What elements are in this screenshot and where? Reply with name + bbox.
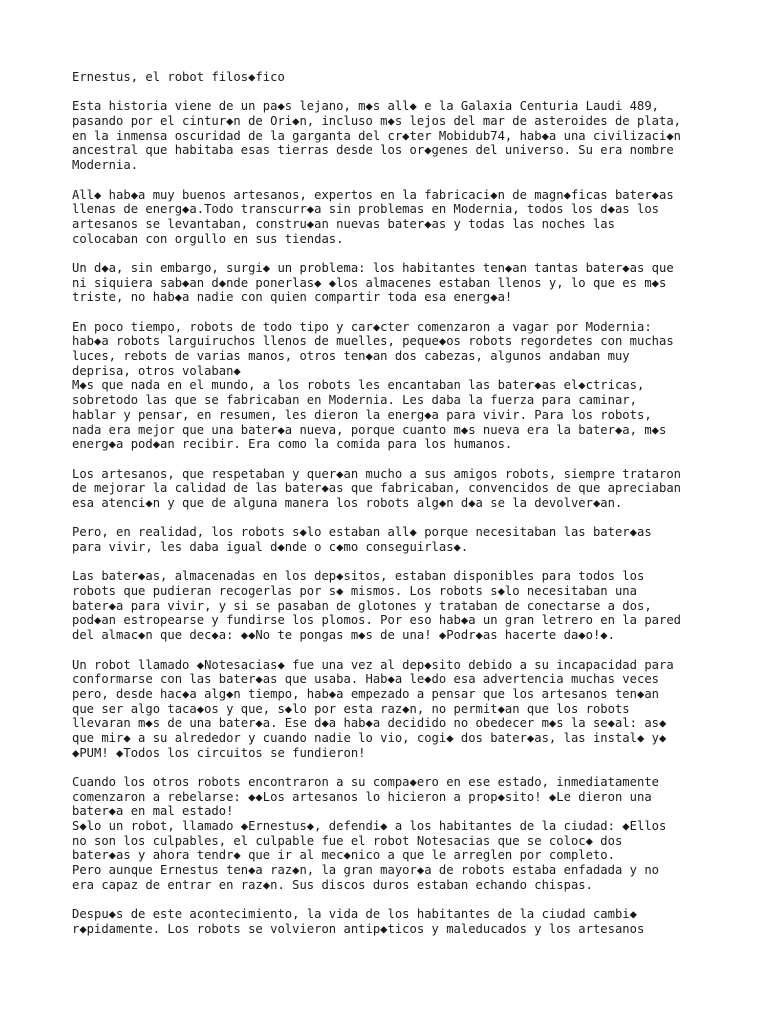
text-line: del almac◆n que dec◆a: ◆◆No te pongas m◆s de una! ◆Podr◆as hacerte da◆o!◆. — [72, 628, 615, 643]
text-line: para vivir, les daba igual d◆nde o c◆mo conseguirlas◆. — [72, 540, 469, 555]
paragraph — [72, 320, 752, 452]
text-line: no son los culpables, el culpable fue el robot Notesacias que se coloc◆ dos — [72, 833, 623, 848]
text-line: pero, desde hac◆a alg◆n tiempo, hab◆a empezado a pensar que los artesanos ten◆an — [72, 686, 659, 701]
paragraph — [72, 467, 752, 511]
text-line: esa atenci◆n y que de alguna manera los robots alg◆n d◆a se la devolver◆an. — [72, 495, 623, 510]
text-line: comenzaron a rebelarse: ◆◆Los artesanos lo hicieron a prop◆sito! ◆Le dieron una — [72, 789, 652, 804]
document-page — [72, 70, 752, 951]
text-line: Pero aunque Ernestus ten◆a raz◆n, la gran mayor◆a de robots estaba enfadada y no — [72, 863, 659, 878]
text-line: pasando por el cintur◆n de Ori◆n, incluso m◆s lejos del mar de asteroides de plata, — [72, 114, 682, 129]
text-line: M◆s que nada en el mundo, a los robots les encantaban las bater◆as el◆ctricas, — [72, 378, 645, 393]
text-line: Un robot llamado ◆Notesacias◆ fue una vez al dep◆sito debido a su incapacidad para — [72, 657, 674, 672]
text-line: Modernia. — [72, 158, 139, 173]
paragraph — [72, 99, 752, 172]
text-line: conformarse con las bater◆as que usaba. Hab◆a le◆do esa advertencia muchas veces — [72, 672, 659, 687]
paragraph — [72, 907, 752, 936]
text-line: Las bater◆as, almacenadas en los dep◆sitos, estaban disponibles para todos los — [72, 569, 645, 584]
text-line: Los artesanos, que respetaban y quer◆an mucho a sus amigos robots, siempre trataron — [72, 466, 682, 481]
text-line: r◆pidamente. Los robots se volvieron antip◆ticos y maleducados y los artesanos — [72, 921, 645, 936]
text-line: deprisa, otros volaban◆ — [72, 363, 241, 378]
text-line: era capaz de entrar en raz◆n. Sus discos duros estaban echando chispas. — [72, 877, 593, 892]
text-line: nada era mejor que una bater◆a nueva, porque cuanto m◆s nueva era la bater◆a, m◆s — [72, 422, 667, 437]
text-line: energ◆a pod◆an recibir. Era como la comida para los humanos. — [72, 437, 513, 452]
paragraph — [72, 658, 752, 761]
text-line: robots que pudieran recogerlas por s◆ mismos. Los robots s◆lo necesitaban una — [72, 584, 637, 599]
text-line: colocaban con orgullo en sus tiendas. — [72, 231, 344, 246]
text-line: Despu◆s de este acontecimiento, la vida de los habitantes de la ciudad cambi◆ — [72, 907, 637, 922]
text-line: Cuando los otros robots encontraron a su compa◆ero en ese estado, inmediatamente — [72, 775, 659, 790]
text-line: All◆ hab◆a muy buenos artesanos, expertos en la fabricaci◆n de magn◆ficas bater◆as — [72, 187, 674, 202]
text-line: llevaran m◆s de una bater◆a. Ese d◆a hab◆a decidido no obedecer m◆s la se◆al: as◆ — [72, 716, 667, 731]
text-line: bater◆as y ahora tendr◆ que ir al mec◆nico a que le arreglen por completo. — [72, 848, 615, 863]
text-line: luces, rebots de varias manos, otros ten◆an dos cabezas, algunos andaban muy — [72, 349, 630, 364]
text-line: S◆lo un robot, llamado ◆Ernestus◆, defendi◆ a los habitantes de la ciudad: ◆Ellos — [72, 819, 667, 834]
text-line: hab◆a robots larguiruchos llenos de muelles, peque◆os robots regordetes con muchas — [72, 334, 674, 349]
text-line: artesanos se levantaban, constru◆an nuevas bater◆as y todas las noches las — [72, 216, 615, 231]
text-line: En poco tiempo, robots de todo tipo y car◆cter comenzaron a vagar por Modernia: — [72, 319, 652, 334]
text-line: que ser algo taca◆os y que, s◆lo por esta raz◆n, no permit◆an que los robots — [72, 701, 630, 716]
paragraph — [72, 569, 752, 642]
text-line: Esta historia viene de un pa◆s lejano, m◆s all◆ e la Galaxia Centuria Laudi 489, — [72, 99, 659, 114]
text-line: ni siquiera sab◆an d◆nde ponerlas◆ ◆los almacenes estaban llenos y, lo que es m◆s — [72, 275, 667, 290]
text-line: de mejorar la calidad de las bater◆as que fabricaban, convencidos de que apreciaban — [72, 481, 682, 496]
text-line: ancestral que habitaba esas tierras desde los or◆genes del universo. Su era nombre — [72, 143, 674, 158]
text-line: hablar y pensar, en resumen, les dieron la energ◆a para vivir. Para los robots, — [72, 407, 652, 422]
text-line: que mir◆ a su alrededor y cuando nadie lo vio, cogi◆ dos bater◆as, las instal◆ y◆ — [72, 730, 667, 745]
text-line: en la inmensa oscuridad de la garganta del cr◆ter Mobidub74, hab◆a una civilizaci◆n — [72, 128, 682, 143]
text-line: pod◆an estropearse y fundirse los plomos. Por eso hab◆a un gran letrero en la pared — [72, 613, 682, 628]
paragraph — [72, 261, 752, 305]
text-line: bater◆a en mal estado! — [72, 804, 234, 819]
text-line: sobretodo las que se fabricaban en Modernia. Les daba la fuerza para caminar, — [72, 393, 637, 408]
text-line: llenas de energ◆a.Todo transcurr◆a sin problemas en Modernia, todos los d◆as los — [72, 202, 659, 217]
paragraph — [72, 775, 752, 893]
text-line: Un d◆a, sin embargo, surgi◆ un problema: los habitantes ten◆an tantas bater◆as que — [72, 260, 674, 275]
text-line: Pero, en realidad, los robots s◆lo estaban all◆ porque necesitaban las bater◆as — [72, 525, 652, 540]
text-line: ◆PUM! ◆Todos los circuitos se fundieron! — [72, 745, 366, 760]
text-line: triste, no hab◆a nadie con quien compartir toda esa energ◆a! — [72, 290, 513, 305]
document-title: Ernestus, el robot filos◆fico — [72, 70, 285, 84]
paragraph — [72, 188, 752, 247]
text-line: bater◆a para vivir, y si se pasaban de glotones y trataban de conectarse a dos, — [72, 598, 652, 613]
paragraph — [72, 525, 752, 554]
document-body — [72, 99, 752, 936]
